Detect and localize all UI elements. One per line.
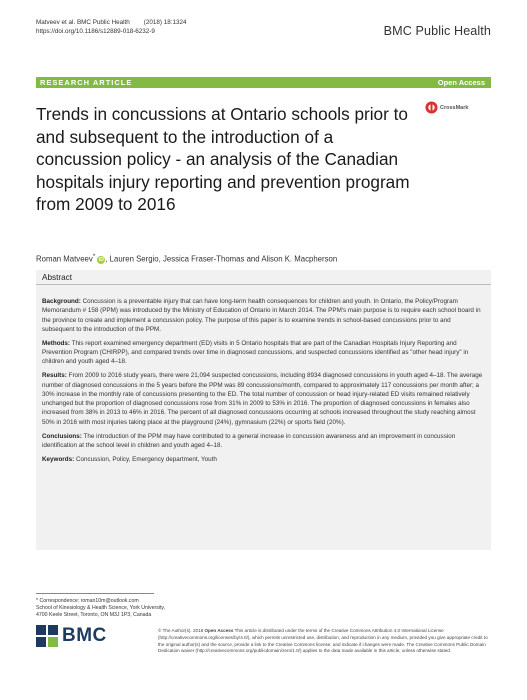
abstract-keywords bbox=[42, 455, 484, 464]
crossmark-badge[interactable] bbox=[425, 101, 468, 114]
license-prefix: © The Author(s). 2018 bbox=[158, 628, 205, 633]
article-type-bar bbox=[36, 77, 491, 88]
keywords-text: Concussion, Policy, Emergency department, Youth bbox=[74, 455, 217, 463]
methods-label: Methods: bbox=[42, 339, 70, 347]
license-text bbox=[158, 628, 492, 655]
footnote-divider bbox=[36, 593, 154, 594]
abstract-body bbox=[42, 297, 484, 469]
bmc-logo-icon bbox=[36, 625, 58, 647]
methods-text: This report examined emergency department (ED) visits in 5 Ontario hospitals that are part of the Canadian Hospitals Injury Reporting and Prevention Program (CHIRPP), and compared trends over time in diagnosed concussions, and suspected concussions identified as "other head injury" in children and youth aged 4–18. bbox=[42, 339, 469, 366]
correspondence-marker: * bbox=[92, 253, 96, 260]
citation-year: (2018) 18:1324 bbox=[143, 19, 187, 26]
footnote-block bbox=[36, 598, 172, 619]
keywords-label: Keywords: bbox=[42, 455, 75, 463]
abstract-results bbox=[42, 371, 484, 427]
license-body: This article is distributed under the terms of the Creative Commons Attribution 4.0 International License (http://creativecommons.org/licenses/by/4.0/), which permits unrestricted use, distribution, and reproduction in any medium, provided you give appropriate credit to the original author(s) and the source, provide a link to the Creative Commons license, and indicate if changes were made. The Creative Commons Public Domain Dedication waiver (http://creativecommons.org/publicdomain/zero/1.0/) applies to the data made available in this article, unless otherwise stated. bbox=[158, 628, 488, 654]
abstract-heading: Abstract bbox=[42, 273, 73, 282]
results-text: From 2009 to 2016 study years, there were 21,094 suspected concussions, including 8934 diagnosed concussions in youth aged 4–18. The average number of diagnosed concussions in the 5 years before the PPM was 89 concussions/month, compared to approximately 117 concussions per month after; a 30% increase in the monthly rate of concussions presenting to the ED. The total number of concussion or head injury-related ED visits remained relatively unchanged but the proportion of diagnosed concussions rose from 31% in 2009 to 53% in 2016. The proportion of diagnosed concussions in females also increased from 38% in 2013 to 46% in 2016. The percent of all diagnosed concussions occurring at schools increased throughout the study reaching almost 50% in 2016 with most injuries taking place at the playground (24%), gymnasium (22%) or sports field (20%). bbox=[42, 372, 483, 426]
article-title: Trends in concussions at Ontario schools prior to and subsequent to the introduction of a concussion policy - an analysis of the Canadian hospitals injury reporting and prevention program from 2009 to 2016 bbox=[36, 104, 410, 214]
conclusions-text: The introduction of the PPM may have contributed to a general increase in concussion awareness and an improvement in concussion identification at the school level in children and youth aged 4–18. bbox=[42, 432, 456, 449]
background-label: Background: bbox=[42, 298, 81, 305]
citation-line bbox=[36, 18, 201, 27]
journal-name: BMC Public Health bbox=[383, 24, 491, 38]
abstract-header bbox=[36, 270, 491, 285]
author-first: Roman Matveev bbox=[36, 254, 93, 264]
citation-authors: Matveev et al. BMC Public Health bbox=[36, 19, 130, 26]
abstract-conclusions bbox=[42, 432, 484, 451]
license-open-access: Open Access bbox=[204, 628, 234, 633]
author-rest: , Lauren Sergio, Jessica Fraser-Thomas and Alison K. Macpherson bbox=[105, 254, 338, 264]
abstract-methods bbox=[42, 339, 484, 367]
orcid-icon[interactable]: iD bbox=[98, 256, 104, 263]
author-affiliation: School of Kinesiology & Health Science, York University, 4700 Keele Street, Toronto, ON M3J 1P3, Canada bbox=[36, 605, 166, 618]
open-access-label: Open Access bbox=[437, 77, 485, 87]
citation-block bbox=[36, 18, 201, 36]
crossmark-label: CrossMark bbox=[440, 104, 469, 111]
results-label: Results: bbox=[42, 372, 67, 380]
abstract-background bbox=[42, 297, 484, 334]
crossmark-icon bbox=[425, 101, 438, 114]
article-type-label: RESEARCH ARTICLE bbox=[40, 77, 133, 87]
background-text: Concussion is a preventable injury that can have long-term health consequences for children and youth. In Ontario, the Policy/Program Memorandum # 158 (PPM) was introduced by the Ministry of Education of Ontario in March 2014. The PPM's main purpose is to require each school board in the province to create and implement a concussion policy. The purpose of this paper is to examine trends in school-based concussions prior to and subsequent to the introduction of the PPM. bbox=[42, 298, 481, 333]
publisher-logo bbox=[36, 625, 107, 647]
doi-link[interactable]: https://doi.org/10.1186/s12889-018-6232-9 bbox=[36, 28, 155, 35]
publisher-logo-text: BMC bbox=[62, 625, 107, 646]
abstract-box bbox=[36, 270, 491, 550]
author-list bbox=[36, 253, 337, 264]
conclusions-label: Conclusions: bbox=[42, 432, 82, 440]
correspondence-email[interactable]: * Correspondence: roman10m@outlook.com bbox=[36, 598, 139, 604]
